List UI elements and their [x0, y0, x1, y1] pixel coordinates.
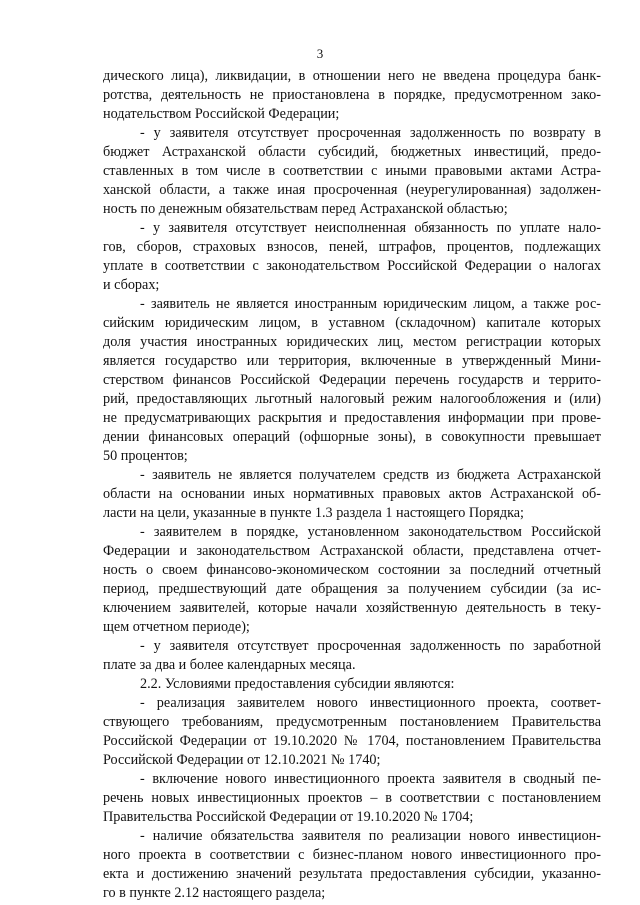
- section-heading: 2.2. Условиями предоставления субсидии являются:: [140, 676, 455, 692]
- text-line: дического лица), ликвидации, в отношении него не введена процедура банк-: [103, 68, 601, 84]
- text-line: уплате в соответствии с законодательством Российской Федерации о налогах: [103, 258, 601, 274]
- text-line: период, предшествующий дате обращения за получением субсидии (за ис-: [103, 581, 601, 597]
- text-line: - реализация заявителем нового инвестиционного проекта, соответ-: [140, 695, 601, 711]
- text-line: бюджет Астраханской области субсидий, бюджетных инвестиций, предо-: [103, 144, 601, 160]
- text-line: стерством финансов Российской Федерации перечень государств и террито-: [103, 372, 601, 388]
- text-line: ротства, деятельность не приостановлена в порядке, предусмотренном зако-: [103, 87, 601, 103]
- text-line: - заявитель не является получателем средств из бюджета Астраханской: [140, 467, 601, 483]
- text-line: - включение нового инвестиционного проекта заявителя в сводный пе-: [140, 771, 601, 787]
- text-line: ствующего требованиям, предусмотренным постановлением Правительства: [103, 714, 601, 730]
- text-line: ставленных в том числе в соответствии с иными правовыми актами Астра-: [103, 163, 601, 179]
- text-line: ность по денежным обязательствам перед Астраханской областью;: [103, 201, 508, 217]
- text-line: - у заявителя отсутствует неисполненная обязанность по уплате нало-: [140, 220, 601, 236]
- text-line: ного проекта в соответствии с бизнес-планом нового инвестиционного про-: [103, 847, 601, 863]
- text-line: рий, предоставляющих льготный налоговый режим налогообложения и (или): [103, 391, 601, 407]
- text-line: речень новых инвестиционных проектов – в соответствии с постановлением: [103, 790, 601, 806]
- text-line: нодательством Российской Федерации;: [103, 106, 340, 122]
- text-line: - заявителем в порядке, установленном законодательством Российской: [140, 524, 601, 540]
- text-line: области на основании иных нормативных правовых актов Астраханской об-: [103, 486, 601, 502]
- text-line: доля участия иностранных юридических лиц, местом регистрации которых: [103, 334, 601, 350]
- text-line: - у заявителя отсутствует просроченная задолженность по возврату в: [140, 125, 601, 141]
- text-line: - заявитель не является иностранным юридическим лицом, а также рос-: [140, 296, 601, 312]
- text-line: плате за два и более календарных месяца.: [103, 657, 356, 673]
- text-line: и сборах;: [103, 277, 160, 293]
- text-line: является государство или территория, включенные в утвержденный Мини-: [103, 353, 601, 369]
- text-line: екта и достижению значений результата предоставления субсидии, указанно-: [103, 866, 601, 882]
- page-number: 3: [316, 46, 324, 61]
- text-line: ханской области, а также иная просроченная (неурегулированная) задолжен-: [103, 182, 601, 198]
- text-line: Российской Федерации от 19.10.2020 № 1704, постановлением Правительства: [103, 733, 601, 749]
- text-line: не предусматривающих раскрытия и предоставления информации при прове-: [103, 410, 601, 426]
- text-line: гов, сборов, страховых взносов, пеней, штрафов, процентов, подлежащих: [103, 239, 601, 255]
- text-line: щем отчетном периоде);: [103, 619, 250, 635]
- text-line: - наличие обязательства заявителя по реализации нового инвестицион-: [140, 828, 601, 844]
- text-line: дении финансовых операций (офшорные зоны), в совокупности превышает: [103, 429, 601, 445]
- text-line: - у заявителя отсутствует просроченная задолженность по заработной: [140, 638, 601, 654]
- text-line: ласти на цели, указанные в пункте 1.3 раздела 1 настоящего Порядка;: [103, 505, 524, 521]
- text-line: Федерации и законодательством Астраханской области, представлена отчет-: [103, 543, 601, 559]
- text-line: го в пункте 2.12 настоящего раздела;: [103, 885, 326, 901]
- text-line: Российской Федерации от 12.10.2021 № 1740;: [103, 752, 381, 768]
- text-line: сийским юридическим лицом, в уставном (складочном) капитале которых: [103, 315, 601, 331]
- text-line: Правительства Российской Федерации от 19.10.2020 № 1704;: [103, 809, 474, 825]
- text-line: 50 процентов;: [103, 448, 188, 464]
- text-line: ключением заявителей, которые начали хозяйственную деятельность в теку-: [103, 600, 601, 616]
- text-line: ность о своем финансово-экономическом состоянии за последний отчетный: [103, 562, 601, 578]
